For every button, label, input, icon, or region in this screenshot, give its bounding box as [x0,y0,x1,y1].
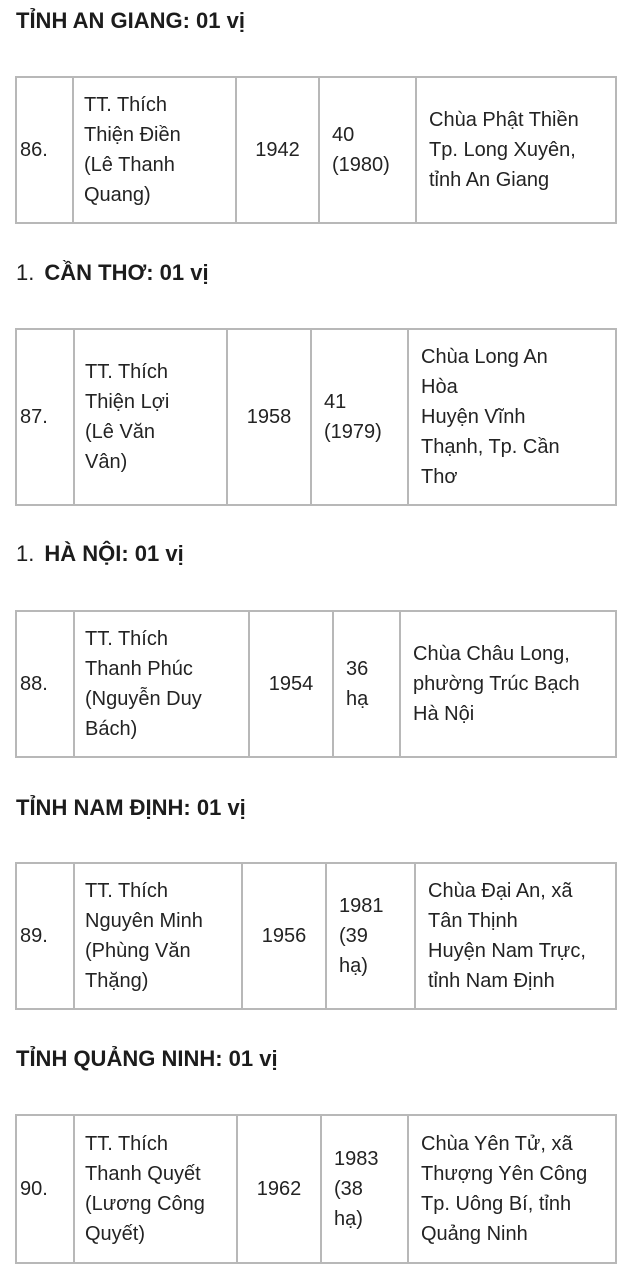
ha-line: (1980) [332,154,390,176]
birth-year: 1956 [242,863,326,1009]
record-address [416,77,616,223]
ha-line: (1979) [324,421,382,443]
section-number: 1. [16,260,35,285]
name-line: TT. Thích [85,628,168,650]
address-line: Huyện Vĩnh [421,406,526,428]
record-table [15,862,617,1010]
record-address [408,329,616,505]
birth-year: 1942 [236,77,319,223]
name-line: (Lê Thanh [84,154,175,176]
name-line: (Lương Công [85,1193,205,1215]
name-line: Quyết) [85,1223,146,1245]
record-address [415,863,616,1009]
section-title-text: TỈNH AN GIANG: 01 vị [16,8,245,33]
ordination-info [321,1115,408,1263]
address-line: Tân Thịnh [428,910,518,932]
record-address [400,611,616,757]
record-name [74,863,242,1009]
name-line: (Nguyễn Duy [85,688,202,710]
ha-line: (38 [334,1178,363,1200]
address-line: Chùa Phật Thiền [429,109,579,131]
name-line: (Lê Văn [85,421,156,443]
ordination-info [319,77,416,223]
record-name [74,611,249,757]
record-name [74,1115,237,1263]
section-title-text: HÀ NỘI: 01 vị [44,541,184,566]
record-number: 86. [16,77,73,223]
record-number: 88. [16,611,74,757]
name-line: Thiện Điền [84,124,181,146]
address-line: Hà Nội [413,703,475,725]
address-line: tỉnh Nam Định [428,970,555,992]
section-number: 1. [16,541,35,566]
record-number: 89. [16,863,74,1009]
table-row [16,611,616,757]
record-table [15,76,617,224]
record-name [74,329,227,505]
name-line: Vân) [85,451,128,473]
record-address [408,1115,616,1263]
address-line: Chùa Đại An, xã [428,880,573,902]
ha-line: hạ [346,688,369,710]
record-table [15,328,617,506]
name-line: TT. Thích [85,361,168,383]
name-line: (Phùng Văn [85,940,191,962]
ha-line: 41 [324,391,347,413]
section-title [16,541,184,567]
name-line: Thiện Lợi [85,391,170,413]
ordination-info [311,329,408,505]
ha-line: 40 [332,124,355,146]
record-number: 90. [16,1115,74,1263]
table-row [16,329,616,505]
address-line: Chùa Châu Long, [413,643,570,665]
name-line: Thanh Quyết [85,1163,201,1185]
address-line: Tp. Long Xuyên, [429,139,576,161]
section-title [16,1046,278,1072]
ordination-info [333,611,400,757]
name-line: Thanh Phúc [85,658,193,680]
address-line: Chùa Long An [421,346,548,368]
address-line: Thạnh, Tp. Cần [421,436,560,458]
address-line: Chùa Yên Tử, xã [421,1133,573,1155]
address-line: phường Trúc Bạch [413,673,580,695]
name-line: Quang) [84,184,151,206]
address-line: Tp. Uông Bí, tỉnh [421,1193,572,1215]
ha-line: hạ) [339,955,368,977]
ha-line: hạ) [334,1208,363,1230]
name-line: TT. Thích [85,1133,168,1155]
ha-line: 1983 [334,1148,379,1170]
birth-year: 1962 [237,1115,321,1263]
record-table [15,610,617,758]
name-line: Nguyên Minh [85,910,203,932]
ha-line: 36 [346,658,369,680]
record-name [73,77,236,223]
address-line: Huyện Nam Trực, [428,940,586,962]
section-title-text: CẦN THƠ: 01 vị [44,260,209,285]
address-line: Thơ [421,466,458,488]
name-line: Thặng) [85,970,149,992]
section-title [16,8,245,34]
section-title-text: TỈNH NAM ĐỊNH: 01 vị [16,795,246,820]
address-line: tỉnh An Giang [429,169,550,191]
name-line: TT. Thích [85,880,168,902]
record-number: 87. [16,329,74,505]
section-title [16,795,246,821]
ordination-info [326,863,415,1009]
ha-line: (39 [339,925,368,947]
table-row [16,863,616,1009]
address-line: Hòa [421,376,458,398]
section-title [16,260,209,286]
record-table [15,1114,617,1264]
table-row [16,77,616,223]
birth-year: 1954 [249,611,333,757]
name-line: TT. Thích [84,94,167,116]
ha-line: 1981 [339,895,384,917]
birth-year: 1958 [227,329,311,505]
name-line: Bách) [85,718,138,740]
address-line: Thượng Yên Công [421,1163,588,1185]
section-title-text: TỈNH QUẢNG NINH: 01 vị [16,1046,278,1071]
table-row [16,1115,616,1263]
address-line: Quảng Ninh [421,1223,528,1245]
